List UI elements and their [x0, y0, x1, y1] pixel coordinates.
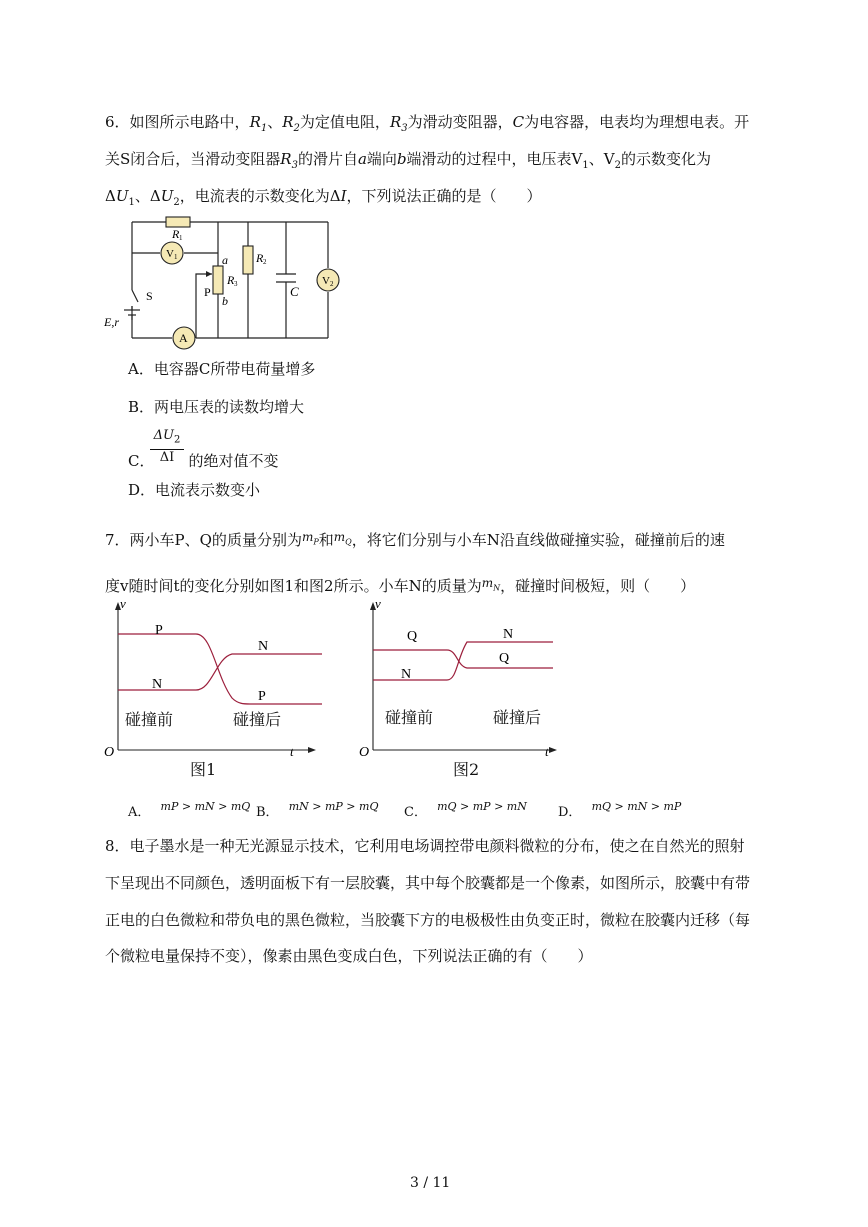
- svg-text:Q: Q: [499, 651, 510, 666]
- q7-line-2: 度v随时间t的变化分别如图1和图2所示。小车N的质量为$^{m_N}$，碰撞时间极短，则（ ）: [105, 576, 696, 595]
- q6-line-1: 6．如图所示电路中，$R_1$、$R_2$为定值电阻，$R_3$为滑动变阻器，C为电容器，电表均为理想电表。开: [105, 113, 750, 134]
- svg-text:N: N: [401, 667, 412, 682]
- svg-text:V: V: [166, 248, 174, 260]
- svg-text:t: t: [545, 744, 549, 759]
- svg-text:N: N: [258, 639, 269, 654]
- fig1-before: 碰撞前: [125, 710, 174, 729]
- svg-text:v: v: [375, 598, 381, 611]
- svg-text:R: R: [227, 273, 235, 287]
- fig1-caption: 图1: [190, 760, 217, 779]
- svg-text:R: R: [172, 227, 180, 241]
- q6-option-c-fraction: $\Delta U_2$ ΔI: [150, 428, 184, 466]
- q8-line-4: 个微粒电量保持不变），像素由黑色变成白色，下列说法正确的有（ ）: [105, 947, 593, 965]
- q6-option-d: D．电流表示数变小: [128, 481, 261, 499]
- fig2-caption: 图2: [453, 760, 480, 779]
- svg-text:Q: Q: [407, 629, 418, 644]
- svg-text:A: A: [179, 331, 188, 345]
- svg-text:1: 1: [174, 253, 178, 261]
- svg-text:V: V: [322, 275, 330, 287]
- fig1-origin: O: [104, 745, 115, 760]
- q7-option-d: D． $^{mQ > mN > mP}$: [558, 800, 682, 820]
- q6-option-a: A．电容器C所带电荷量增多: [128, 360, 316, 378]
- svg-text:N: N: [503, 627, 514, 642]
- svg-text:P: P: [155, 623, 163, 638]
- q7-option-b: B． $^{mN > mP > mQ}$: [256, 800, 379, 820]
- svg-text:S: S: [146, 289, 153, 303]
- svg-text:P: P: [204, 285, 211, 299]
- svg-text:2: 2: [330, 280, 334, 288]
- fig1-after: 碰撞后: [233, 710, 282, 729]
- svg-text:R: R: [256, 251, 264, 265]
- q6-line-2: 关S闭合后，当滑动变阻器$R_3$的滑片自a端向b端滑动的过程中，电压表$V_1$、$V_2$的示数变化为: [105, 150, 711, 171]
- fig1-axis-t: t: [290, 744, 294, 759]
- svg-text:2: 2: [263, 258, 267, 266]
- svg-text:P: P: [258, 689, 266, 704]
- fig2-after: 碰撞后: [493, 708, 542, 727]
- q6-line-3: $\Delta U_1$、$\Delta U_2$，电流表的示数变化为ΔI，下列说法正确的是（ ）: [105, 187, 542, 208]
- svg-text:C: C: [290, 284, 299, 299]
- q8-line-2: 下呈现出不同颜色，透明面板下有一层胶囊，其中每个胶囊都是一个像素，如图所示，胶囊中有带: [105, 874, 751, 892]
- circuit-diagram: [100, 210, 340, 350]
- svg-text:b: b: [222, 294, 228, 308]
- fig2-before: 碰撞前: [385, 708, 434, 727]
- q7-option-c: C． $^{mQ > mP > mN}$: [404, 800, 527, 820]
- svg-text:a: a: [222, 253, 228, 267]
- q6-option-b: B．两电压表的读数均增大: [128, 398, 305, 416]
- fig1-axis-v: v: [120, 598, 126, 611]
- q6-number: 6．: [105, 113, 130, 131]
- q8-line-3: 正电的白色微粒和带负电的黑色微粒，当胶囊下方的电极极性由负变正时，微粒在胶囊内迁移（每: [105, 911, 751, 929]
- svg-text:O: O: [359, 745, 370, 760]
- q7-line-1: 7．两小车P、Q的质量分别为$^{m_P}$和$^{m_Q}$，将它们分别与小车N沿直线做碰撞实验，碰撞前后的速: [105, 530, 725, 549]
- svg-text:N: N: [152, 677, 163, 692]
- page-number: 3 / 11: [410, 1175, 451, 1191]
- q8-line-1: 8．电子墨水是一种无光源显示技术，它利用电场调控带电颜料微粒的分布，使之在自然光的照射: [105, 837, 745, 855]
- svg-text:E,r: E,r: [104, 315, 119, 329]
- q6-option-c: C． 的绝对值不变: [128, 452, 279, 470]
- q7-option-a: A． $^{mP > mN > mQ}$: [128, 800, 251, 820]
- svg-text:1: 1: [179, 234, 183, 242]
- svg-text:3: 3: [234, 280, 238, 288]
